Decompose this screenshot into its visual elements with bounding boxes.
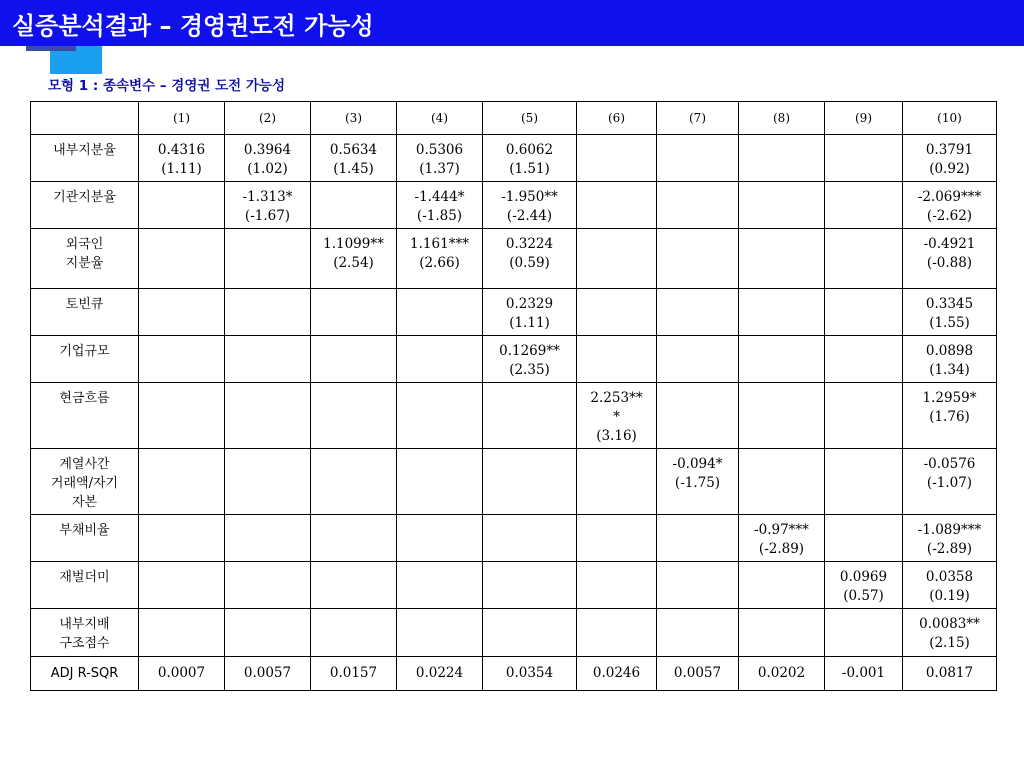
coefficient-cell — [225, 336, 311, 383]
coefficient-cell — [139, 182, 225, 229]
coefficient-cell — [739, 449, 825, 515]
column-header: (1) — [139, 102, 225, 135]
coefficient-cell — [139, 336, 225, 383]
table-row — [31, 383, 997, 449]
coefficient-cell — [397, 562, 483, 609]
coefficient-cell — [311, 336, 397, 383]
coefficient-cell: 0.0246 — [577, 657, 657, 691]
coefficient-cell — [825, 135, 903, 182]
coefficient-cell — [657, 135, 739, 182]
table-row — [31, 449, 997, 515]
variable-label: ADJ R-SQR — [31, 657, 139, 691]
coefficient-cell — [397, 383, 483, 449]
coefficient-cell — [577, 609, 657, 657]
variable-label: 부채비율 — [31, 515, 139, 562]
coefficient-cell — [825, 449, 903, 515]
coefficient-cell: 1.1099** (2.54) — [311, 229, 397, 289]
coefficient-cell — [483, 562, 577, 609]
coefficient-cell: -1.444* (-1.85) — [397, 182, 483, 229]
coefficient-cell — [483, 515, 577, 562]
table-row — [31, 182, 997, 229]
coefficient-cell: -1.950** (-2.44) — [483, 182, 577, 229]
coefficient-cell — [139, 609, 225, 657]
coefficient-cell — [739, 383, 825, 449]
column-header: (6) — [577, 102, 657, 135]
title-bar — [0, 0, 1024, 46]
coefficient-cell: 0.5306 (1.37) — [397, 135, 483, 182]
coefficient-cell: 0.0083** (2.15) — [903, 609, 997, 657]
coefficient-cell — [739, 135, 825, 182]
column-header: (5) — [483, 102, 577, 135]
coefficient-cell — [311, 562, 397, 609]
coefficient-cell — [657, 289, 739, 336]
model-subtitle: 모형 1 : 종속변수 – 경영권 도전 가능성 — [48, 74, 287, 94]
coefficient-cell — [483, 609, 577, 657]
table-header-row — [31, 102, 997, 135]
coefficient-cell — [577, 182, 657, 229]
column-header: (3) — [311, 102, 397, 135]
coefficient-cell: 0.4316 (1.11) — [139, 135, 225, 182]
table-row — [31, 609, 997, 657]
coefficient-cell — [397, 515, 483, 562]
column-header: (10) — [903, 102, 997, 135]
coefficient-cell — [483, 449, 577, 515]
column-header: (7) — [657, 102, 739, 135]
coefficient-cell — [825, 515, 903, 562]
coefficient-cell — [739, 182, 825, 229]
coefficient-cell: 0.0358 (0.19) — [903, 562, 997, 609]
table-row — [31, 229, 997, 289]
coefficient-cell — [739, 289, 825, 336]
coefficient-cell — [657, 609, 739, 657]
coefficient-cell: 0.0057 — [225, 657, 311, 691]
column-header: (2) — [225, 102, 311, 135]
coefficient-cell — [311, 383, 397, 449]
coefficient-cell: 0.0969 (0.57) — [825, 562, 903, 609]
coefficient-cell: 0.1269** (2.35) — [483, 336, 577, 383]
coefficient-cell — [225, 562, 311, 609]
variable-label: 기관지분율 — [31, 182, 139, 229]
table-row — [31, 515, 997, 562]
coefficient-cell — [397, 609, 483, 657]
variable-label: 토빈큐 — [31, 289, 139, 336]
coefficient-cell — [825, 182, 903, 229]
coefficient-cell — [397, 336, 483, 383]
coefficient-cell: 1.161*** (2.66) — [397, 229, 483, 289]
coefficient-cell: -1.089*** (-2.89) — [903, 515, 997, 562]
column-header: (9) — [825, 102, 903, 135]
coefficient-cell — [225, 515, 311, 562]
table-row — [31, 289, 997, 336]
coefficient-cell — [739, 336, 825, 383]
coefficient-cell: 0.3964 (1.02) — [225, 135, 311, 182]
coefficient-cell: 0.0007 — [139, 657, 225, 691]
coefficient-cell — [657, 383, 739, 449]
column-header: (8) — [739, 102, 825, 135]
coefficient-cell: 1.2959* (1.76) — [903, 383, 997, 449]
coefficient-cell — [577, 135, 657, 182]
coefficient-cell — [225, 449, 311, 515]
coefficient-cell — [225, 609, 311, 657]
coefficient-cell: -0.094* (-1.75) — [657, 449, 739, 515]
coefficient-cell — [739, 229, 825, 289]
table-row — [31, 562, 997, 609]
coefficient-cell — [825, 289, 903, 336]
coefficient-cell: -0.97*** (-2.89) — [739, 515, 825, 562]
coefficient-cell — [577, 229, 657, 289]
variable-label: 재벌더미 — [31, 562, 139, 609]
coefficient-cell — [483, 383, 577, 449]
coefficient-cell — [397, 289, 483, 336]
coefficient-cell: 0.2329 (1.11) — [483, 289, 577, 336]
accent-block-dark — [26, 46, 76, 51]
variable-label: 현금흐름 — [31, 383, 139, 449]
coefficient-cell: 0.0202 — [739, 657, 825, 691]
coefficient-cell: -1.313* (-1.67) — [225, 182, 311, 229]
coefficient-cell — [311, 515, 397, 562]
coefficient-cell: 0.0817 — [903, 657, 997, 691]
coefficient-cell — [577, 562, 657, 609]
coefficient-cell — [139, 229, 225, 289]
coefficient-cell — [225, 229, 311, 289]
coefficient-cell: 0.3224 (0.59) — [483, 229, 577, 289]
column-header: (4) — [397, 102, 483, 135]
coefficient-cell — [739, 562, 825, 609]
coefficient-cell: 0.0057 — [657, 657, 739, 691]
coefficient-cell — [657, 229, 739, 289]
coefficient-cell — [825, 609, 903, 657]
coefficient-cell — [225, 289, 311, 336]
coefficient-cell — [577, 336, 657, 383]
coefficient-cell — [311, 289, 397, 336]
coefficient-cell — [311, 449, 397, 515]
coefficient-cell — [139, 449, 225, 515]
coefficient-cell — [657, 336, 739, 383]
variable-label: 내부지배 구조점수 — [31, 609, 139, 657]
coefficient-cell — [139, 562, 225, 609]
coefficient-cell: 0.0898 (1.34) — [903, 336, 997, 383]
variable-label: 외국인 지분율 — [31, 229, 139, 289]
coefficient-cell: -2.069*** (-2.62) — [903, 182, 997, 229]
variable-label: 내부지분율 — [31, 135, 139, 182]
coefficient-cell: -0.001 — [825, 657, 903, 691]
coefficient-cell — [139, 383, 225, 449]
table-row — [31, 336, 997, 383]
coefficient-cell — [739, 609, 825, 657]
coefficient-cell — [825, 229, 903, 289]
coefficient-cell: -0.4921 (-0.88) — [903, 229, 997, 289]
coefficient-cell — [311, 609, 397, 657]
coefficient-cell: 0.3791 (0.92) — [903, 135, 997, 182]
coefficient-cell — [577, 449, 657, 515]
coefficient-cell: 0.5634 (1.45) — [311, 135, 397, 182]
coefficient-cell: 0.0224 — [397, 657, 483, 691]
slide-title: 실증분석결과 – 경영권도전 가능성 — [12, 12, 374, 40]
coefficient-cell — [577, 515, 657, 562]
coefficient-cell: 0.3345 (1.55) — [903, 289, 997, 336]
header-cell-blank — [31, 102, 139, 135]
coefficient-cell: 2.253** * (3.16) — [577, 383, 657, 449]
coefficient-cell: 0.0157 — [311, 657, 397, 691]
coefficient-cell — [825, 383, 903, 449]
coefficient-cell — [657, 515, 739, 562]
coefficient-cell — [225, 383, 311, 449]
table-row — [31, 657, 997, 691]
coefficient-cell: -0.0576 (-1.07) — [903, 449, 997, 515]
coefficient-cell: 0.0354 — [483, 657, 577, 691]
coefficient-cell — [825, 336, 903, 383]
coefficient-cell — [657, 182, 739, 229]
coefficient-cell — [577, 289, 657, 336]
coefficient-cell — [311, 182, 397, 229]
variable-label: 계열사간 거래액/자기 자본 — [31, 449, 139, 515]
coefficient-cell — [139, 289, 225, 336]
table-row — [31, 135, 997, 182]
coefficient-cell — [657, 562, 739, 609]
coefficient-cell — [139, 515, 225, 562]
coefficient-cell: 0.6062 (1.51) — [483, 135, 577, 182]
variable-label: 기업규모 — [31, 336, 139, 383]
coefficient-cell — [397, 449, 483, 515]
regression-results-table — [30, 101, 997, 691]
